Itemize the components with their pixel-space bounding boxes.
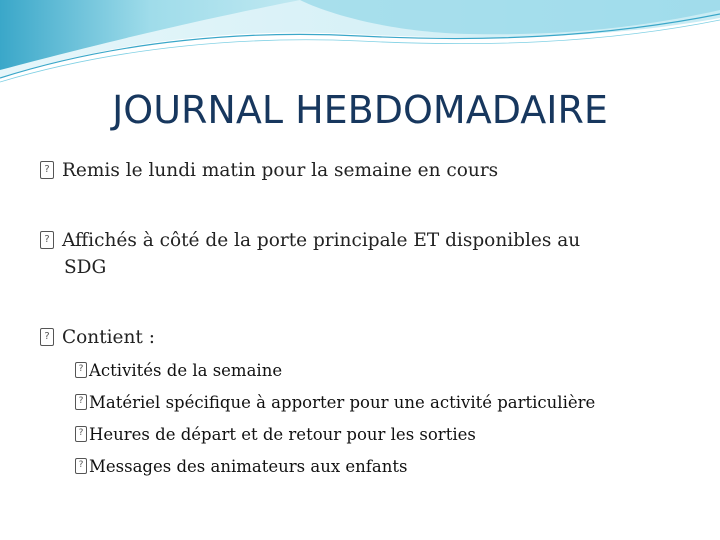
sub-bullet-text: Messages des animateurs aux enfants <box>89 457 408 476</box>
sub-bullet-text: Activités de la semaine <box>89 361 283 380</box>
sub-bullet-item <box>75 456 407 478</box>
sub-bullet-box-icon <box>75 426 87 442</box>
bullet-box-icon <box>40 328 54 346</box>
bullet-item <box>40 227 580 281</box>
bullet-item <box>40 324 155 351</box>
bullet-text-line2: SDG <box>64 257 107 278</box>
sub-bullet-item <box>75 424 476 446</box>
sub-bullet-box-icon <box>75 394 87 410</box>
sub-bullet-box-icon <box>75 458 87 474</box>
bullet-box-icon <box>40 231 54 249</box>
sub-bullet-box-icon <box>75 362 87 378</box>
sub-bullet-text: Heures de départ et de retour pour les sorties <box>89 425 476 444</box>
bullet-text-line1: Affichés à côté de la porte principale ET disponibles au <box>62 230 581 251</box>
header-wave-decoration <box>0 0 720 90</box>
sub-bullet-item <box>75 392 595 414</box>
bullet-item <box>40 157 498 184</box>
sub-bullet-item <box>75 360 282 382</box>
slide-title: JOURNAL HEBDOMADAIRE <box>112 88 608 132</box>
bullet-box-icon <box>40 161 54 179</box>
sub-bullet-text: Matériel spécifique à apporter pour une activité particulière <box>89 393 596 412</box>
bullet-text: Remis le lundi matin pour la semaine en cours <box>62 160 499 181</box>
bullet-text: Contient : <box>62 327 155 348</box>
